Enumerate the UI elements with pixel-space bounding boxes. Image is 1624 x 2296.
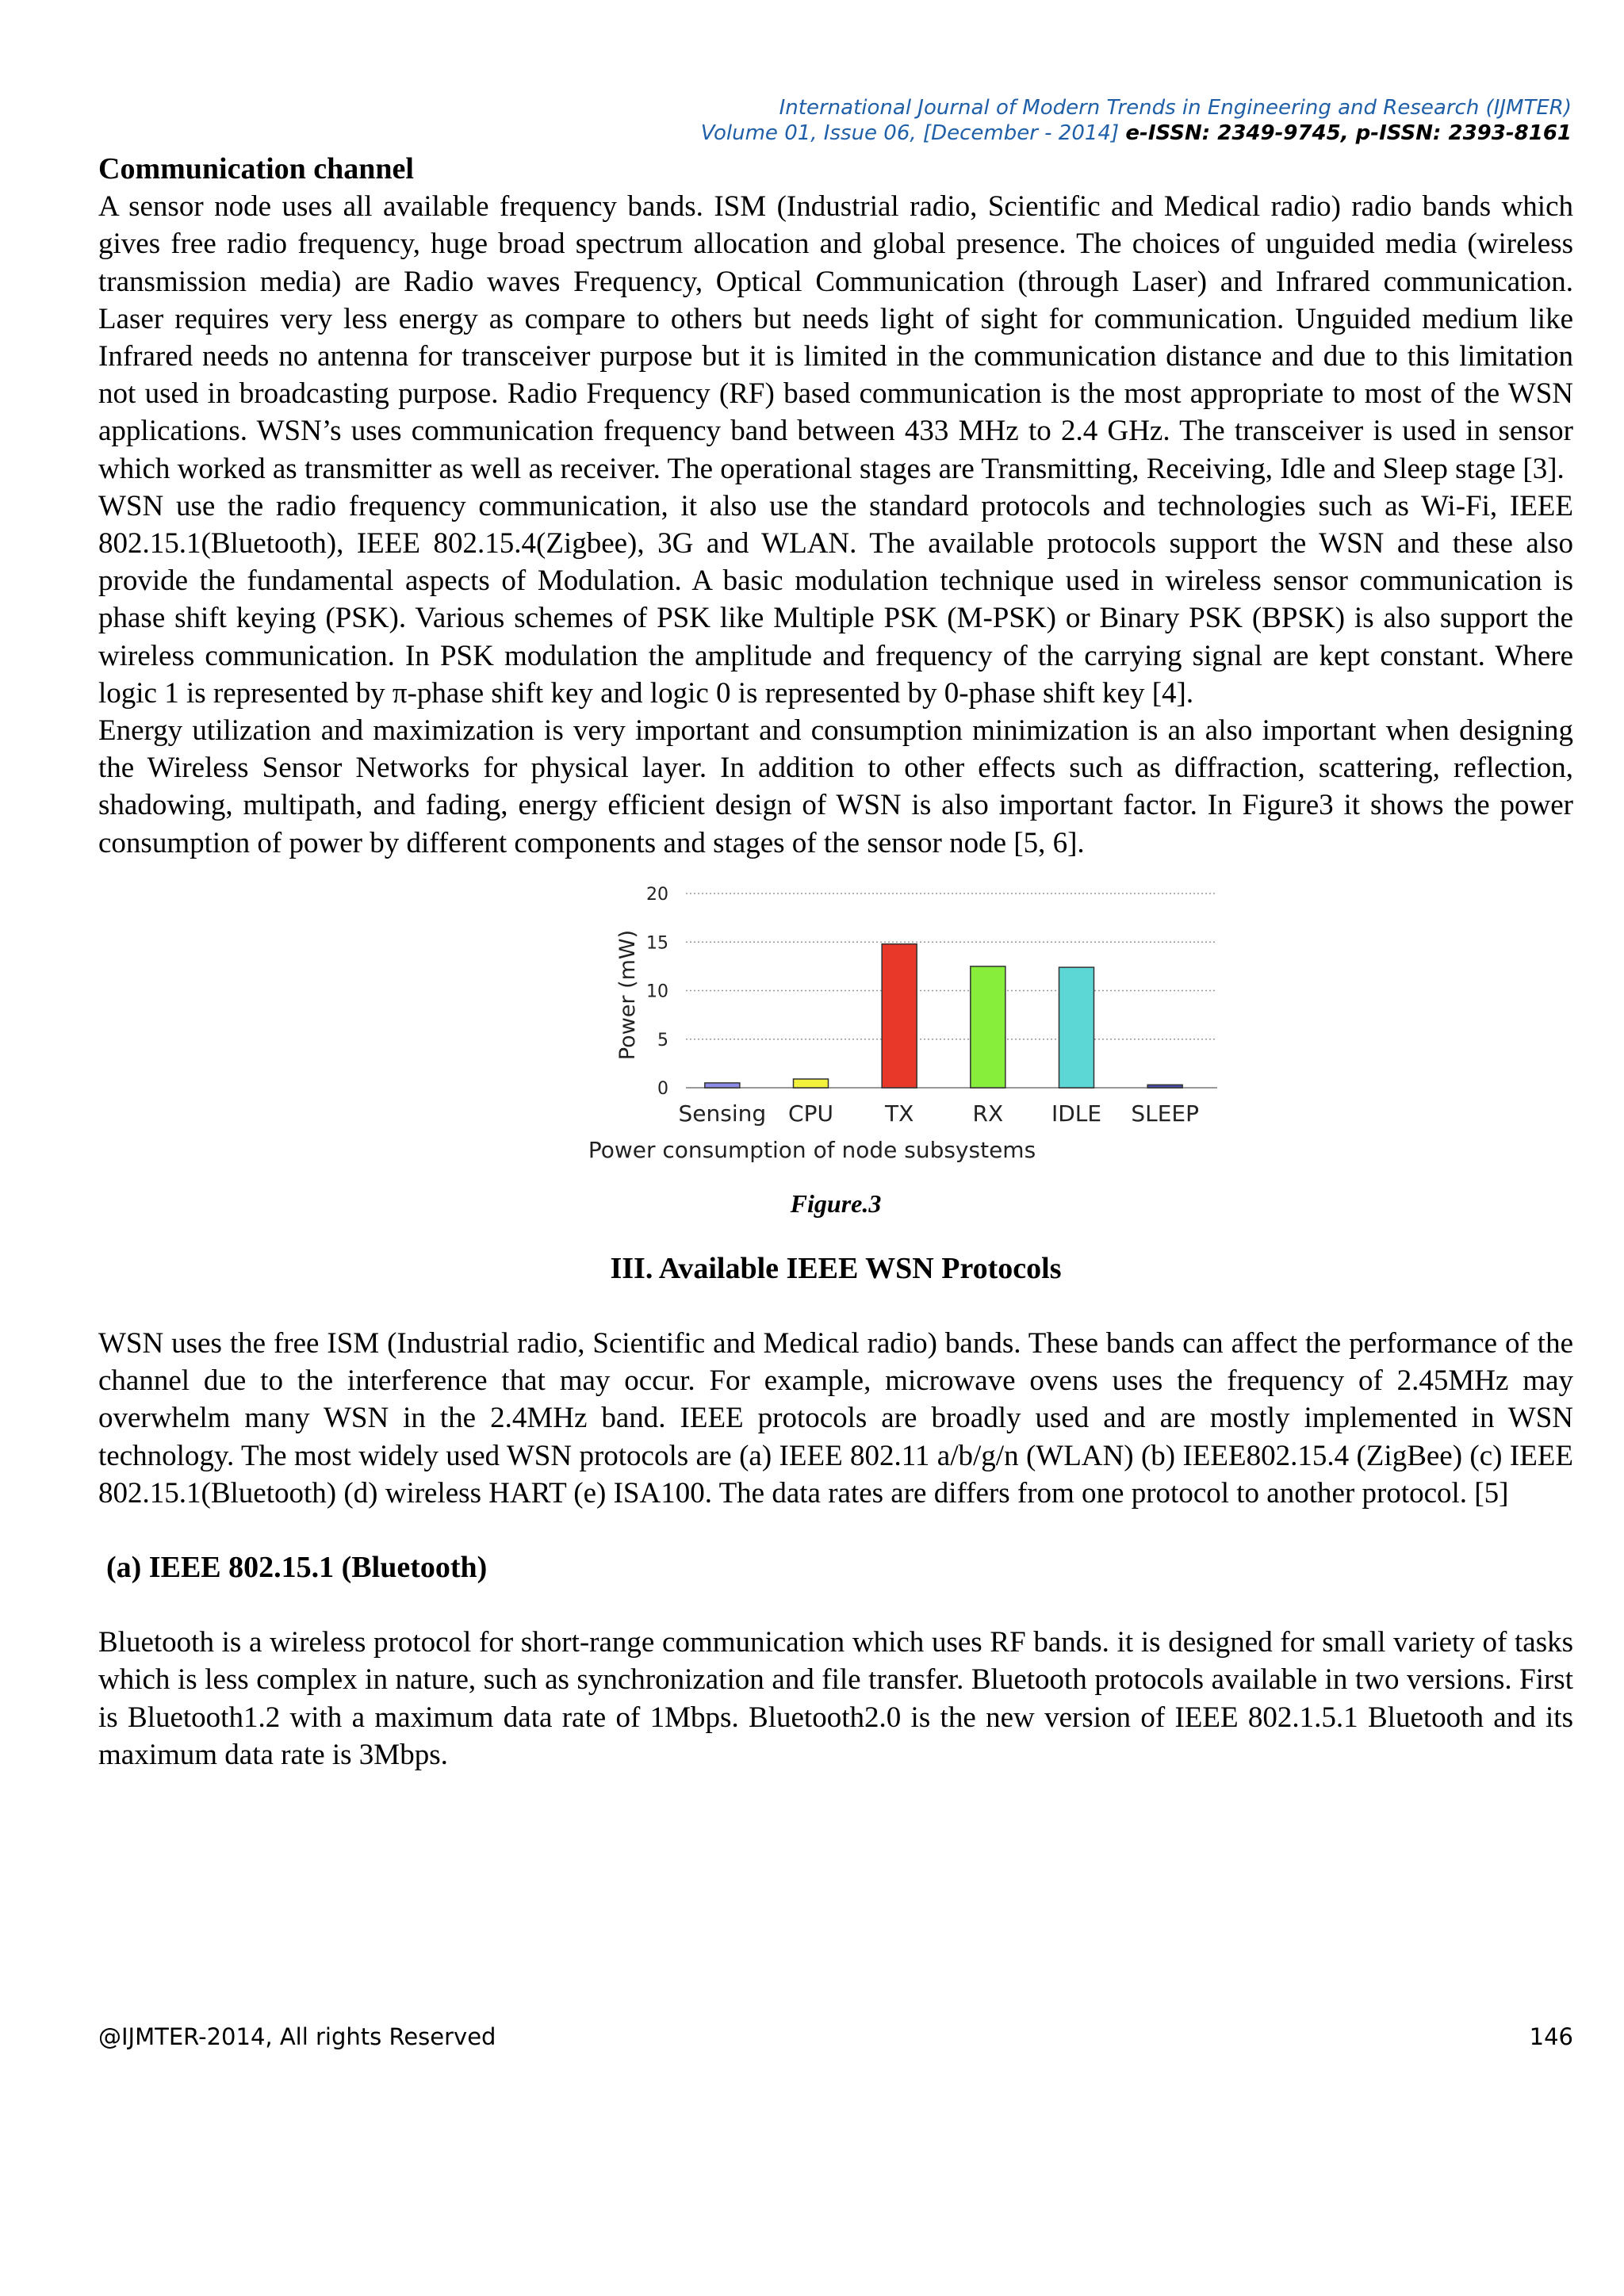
copyright: @IJMTER-2014, All rights Reserved [98,2023,496,2050]
power-consumption-chart [508,884,1221,1177]
x-tick-label: SLEEP [1131,1100,1199,1127]
journal-name: International Journal of Modern Trends in Engineering and Research (IJMTER) [779,96,1572,120]
chart-gridlines [686,894,1217,1088]
chart-x-ticks [679,1100,1199,1127]
page-number: 146 [1529,2023,1573,2050]
section-title-ieee-protocols: III. Available IEEE WSN Protocols [610,1251,1062,1285]
chart-bars [705,944,1182,1088]
chart-y-ticks [646,885,668,1099]
y-tick-label: 10 [646,982,668,1002]
y-tick-label: 0 [657,1078,668,1099]
figure-caption: Figure.3 [790,1188,882,1218]
y-tick-label: 20 [646,884,668,905]
bar-cpu [794,1079,829,1088]
chart-x-label: Power consumption of node subsystems [588,1136,1036,1163]
x-tick-label: TX [885,1100,914,1127]
y-tick-label: 15 [646,933,668,954]
journal-header [701,95,1572,146]
journal-volume-line [701,121,1572,146]
journal-volume: Volume 01, Issue 06, [December - 2014] [700,121,1120,145]
bar-sensing [705,1083,740,1088]
paragraph: A sensor node uses all available frequency bands. ISM (Industrial radio, Scientific and Medical radio) radio bands which gives free radio frequency, huge broad spectrum allocation and global presence. The choices of unguided media (wireless transmission media) are Radio waves Frequency, Optical Communication (through Laser) and Infrared communication. Laser requires very less energy as compare to others but needs light of sight for communication. Unguided medium like Infrared needs no antenna for transceiver purpose but it is limited in the communication distance and due to this limitation not used in broadcasting purpose. Radio Frequency (RF) based communication is the most appropriate to most of the WSN applications. WSN’s uses communication frequency band between 433 MHz to 2.4 GHz. The transceiver is used in sensor which worked as transmitter as well as receiver. The operational stages are Transmitting, Receiving, Idle and Sleep stage [3]. [98,190,1573,485]
x-tick-label: RX [972,1100,1004,1127]
y-tick-label: 5 [657,1030,668,1050]
x-tick-label: Sensing [678,1100,767,1127]
bar-sleep [1147,1085,1182,1088]
paragraph: Energy utilization and maximization is very important and consumption minimization is an also important when designing the Wireless Sensor Networks for physical layer. In addition to other effects such as diffraction, scattering, reflection, shadowing, multipath, and fading, energy efficient design of WSN is also important factor. In Figure3 it shows the power consumption of power by different components and stages of the sensor node [5, 6]. [98,714,1573,859]
paragraph: WSN uses the free ISM (Industrial radio, Scientific and Medical radio) bands. These bands can affect the performance of the channel due to the interference that may occur. For example, microwave ovens uses the frequency of 2.45MHz may overwhelm many WSN in the 2.4MHz band. IEEE protocols are broadly used and are mostly implemented in WSN technology. The most widely used WSN protocols are (a) IEEE 802.11 a/b/g/n (WLAN) (b) IEEE802.15.4 (ZigBee) (c) IEEE 802.15.1(Bluetooth) (d) wireless HART (e) ISA100. The data rates are differs from one protocol to another protocol. [5] [98,1327,1573,1510]
bar-tx [882,944,917,1088]
journal-issn: e-ISSN: 2349-9745, p-ISSN: 2393-8161 [1125,121,1572,145]
subsection-title-bluetooth: (a) IEEE 802.15.1 (Bluetooth) [106,1551,488,1585]
x-tick-label: CPU [788,1100,833,1127]
bar-rx [971,966,1005,1088]
main-content [98,151,1573,1774]
chart-y-label: Power (mW) [615,929,640,1060]
paragraph: WSN use the radio frequency communication, it also use the standard protocols and technologies such as Wi-Fi, IEEE 802.15.1(Bluetooth), IEEE 802.15.4(Zigbee), 3G and WLAN. The available protocols support the WSN and these also provide the fundamental aspects of Modulation. A basic modulation technique used in wireless sensor communication is phase shift keying (PSK). Various schemes of PSK like Multiple PSK (M-PSK) or Binary PSK (BPSK) is also support the wireless communication. In PSK modulation the amplitude and frequency of the carrying signal are kept constant. Where logic 1 is represented by π-phase shift key and logic 0 is represented by 0-phase shift key [4]. [98,489,1573,710]
section-title-communication-channel: Communication channel [98,152,414,186]
paragraph: Bluetooth is a wireless protocol for short-range communication which uses RF bands. it is designed for small variety of tasks which is less complex in nature, such as synchronization and file transfer. Bluetooth protocols available in two versions. First is Bluetooth1.2 with a maximum data rate of 1Mbps. Bluetooth2.0 is the new version of IEEE 802.1.5.1 Bluetooth and its maximum data rate is 3Mbps. [98,1626,1573,1771]
x-tick-label: IDLE [1051,1100,1102,1127]
figure-3 [98,884,1573,1241]
bar-idle [1059,967,1094,1088]
